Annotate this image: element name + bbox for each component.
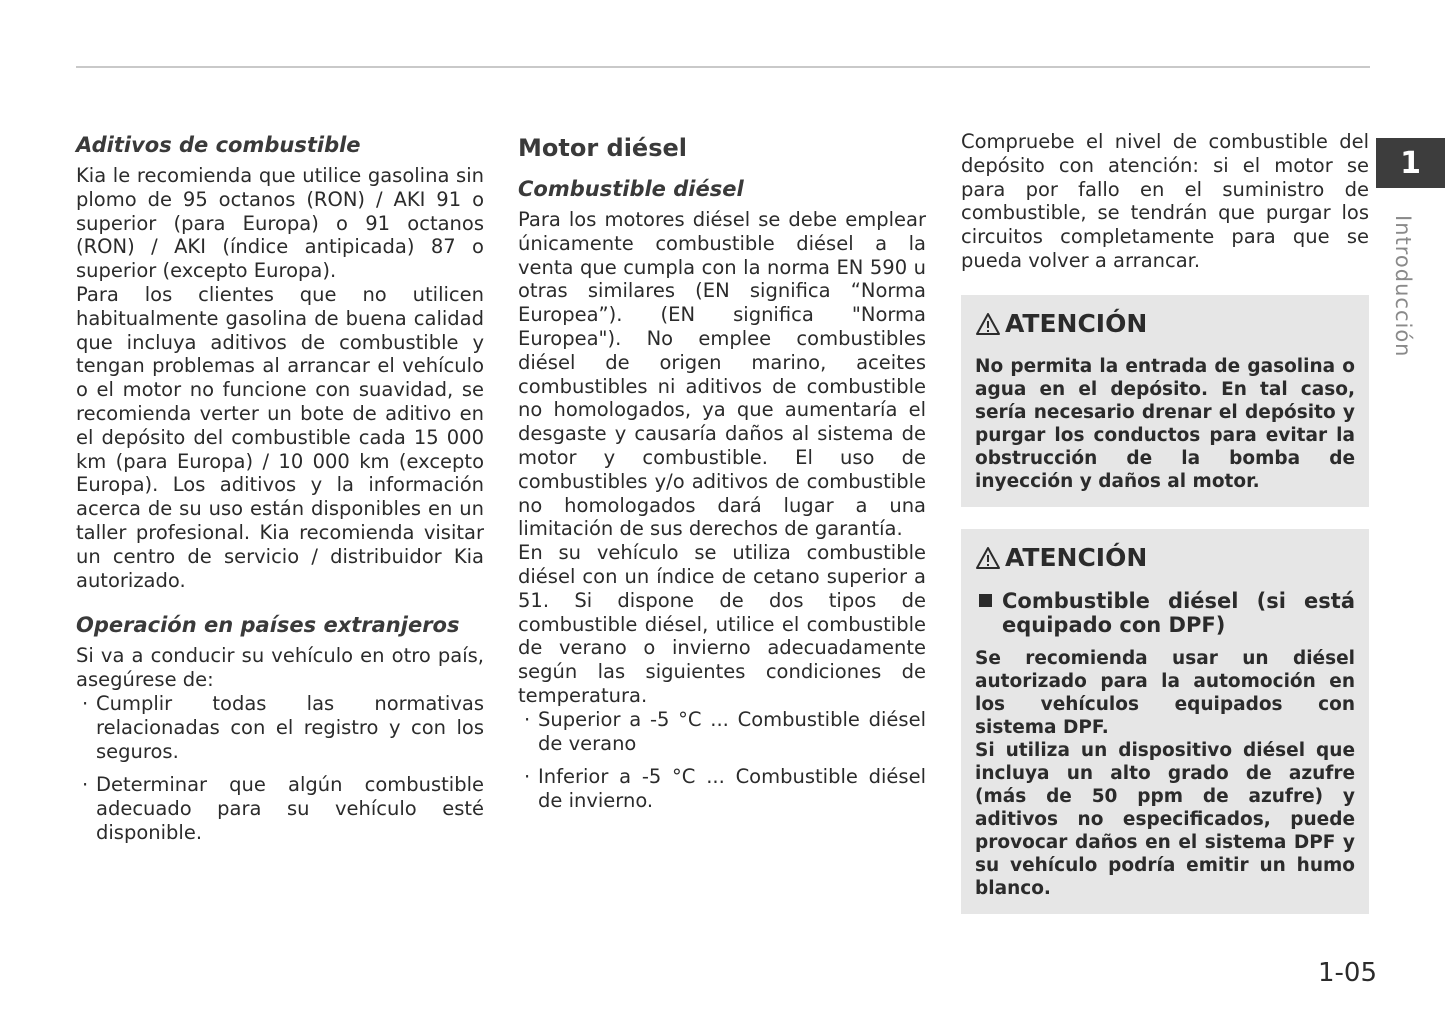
warning-box-petrol xyxy=(961,295,1369,507)
warning-title: ATENCIÓN xyxy=(975,305,1355,343)
list-item: · Superior a -5 °C ... Combustible diésel de verano xyxy=(524,707,926,755)
diesel-fuel-paragraph-2: En su vehículo se utiliza combustible diésel con un índice de cetano superior a 51. Si dispone de dos tipos de combustible diésel, utilice el combustible de verano o invierno adecuadamente según las siguientes condiciones de temperatura. xyxy=(518,541,926,707)
temperature-bullet-list xyxy=(518,708,926,813)
chapter-label: Introducción xyxy=(1391,215,1415,358)
abroad-bullet-list xyxy=(76,692,484,845)
diesel-engine-title: Motor diésel xyxy=(518,134,687,162)
additives-paragraph-1: Kia le recomienda que utilice gasolina sin plomo de 95 octanos (RON) / AKI 91 o superior (para Europa) o 91 octanos (RON) / AKI (índice antipicada) 87 o superior (excepto Europa). xyxy=(76,164,484,283)
page-number: 1-05 xyxy=(1318,958,1378,988)
abroad-intro: Si va a conducir su vehículo en otro país, asegúrese de: xyxy=(76,644,484,692)
list-item: · Cumplir todas las normativas relacionadas con el registro y con los seguros. xyxy=(82,691,484,763)
column-left xyxy=(76,130,484,855)
warning-triangle-icon xyxy=(975,546,1001,570)
column-middle xyxy=(518,130,926,823)
warning-text-2: Si utiliza un dispositivo diésel que incluya un alto grado de azufre (más de 50 ppm de azufre) y aditivos no especificados, puede provocar daños en el sistema DPF y su vehículo podría emitir un humo blanco. xyxy=(975,739,1355,899)
list-item: · Inferior a -5 °C ... Combustible diésel de invierno. xyxy=(524,765,926,813)
warning-subheading: Combustible diésel (si está equipado con DPF) xyxy=(975,589,1355,637)
column-right xyxy=(961,130,1369,914)
fuel-level-paragraph: Compruebe el nivel de combustible del depósito con atención: si el motor se para por fallo en el suministro de combustible, se tendrán que purgar los circuitos completamente para que se pueda volver a arrancar. xyxy=(961,130,1369,272)
warning-triangle-icon xyxy=(975,312,1001,336)
diesel-fuel-paragraph-1: Para los motores diésel se debe emplear únicamente combustible diésel a la venta que cumpla con la norma EN 590 u otras similares (EN significa “Norma Europea”). (EN significa "Norma Europea"). No emplee combustibles diésel de origen marino, aceites combustibles ni aditivos de combustible no homologados, ya que aumentaría el desgaste y causaría daños al sistema de motor y combustible. El uso de combustibles y/o aditivos de combustible no homologados dará lugar a una limitación de sus derechos de garantía. xyxy=(518,208,926,541)
warning-text-1: Se recomienda usar un diésel autorizado para la automoción en los vehículos equipados con sistema DPF. xyxy=(975,647,1355,738)
warning-title: ATENCIÓN xyxy=(975,539,1355,577)
square-bullet-icon xyxy=(979,594,992,607)
warning-box-dpf xyxy=(961,529,1369,914)
abroad-heading: Operación en países extranjeros xyxy=(76,613,460,638)
chapter-number-tab: 1 xyxy=(1376,138,1445,188)
diesel-fuel-heading: Combustible diésel xyxy=(518,177,744,201)
additives-heading: Aditivos de combustible xyxy=(76,133,361,157)
additives-paragraph-2: Para los clientes que no utilicen habitualmente gasolina de buena calidad que incluya aditivos de combustible y tengan problemas al arrancar el vehículo o el motor no funcione con suavidad, se recomienda verter un bote de aditivo en el depósito del combustible cada 15 000 km (para Europa) / 10 000 km (excepto Europa). Los aditivos y la información acerca de su uso están disponibles en un taller profesional. Kia recomienda visitar un centro de servicio / distribuidor Kia autorizado. xyxy=(76,282,484,592)
warning-text: No permita la entrada de gasolina o agua en el depósito. En tal caso, sería necesario drenar el depósito y purgar los conductos para evitar la obstrucción de la bomba de inyección y daños al motor. xyxy=(975,355,1355,492)
list-item: · Determinar que algún combustible adecuado para su vehículo esté disponible. xyxy=(82,773,484,844)
top-rule xyxy=(76,66,1370,68)
